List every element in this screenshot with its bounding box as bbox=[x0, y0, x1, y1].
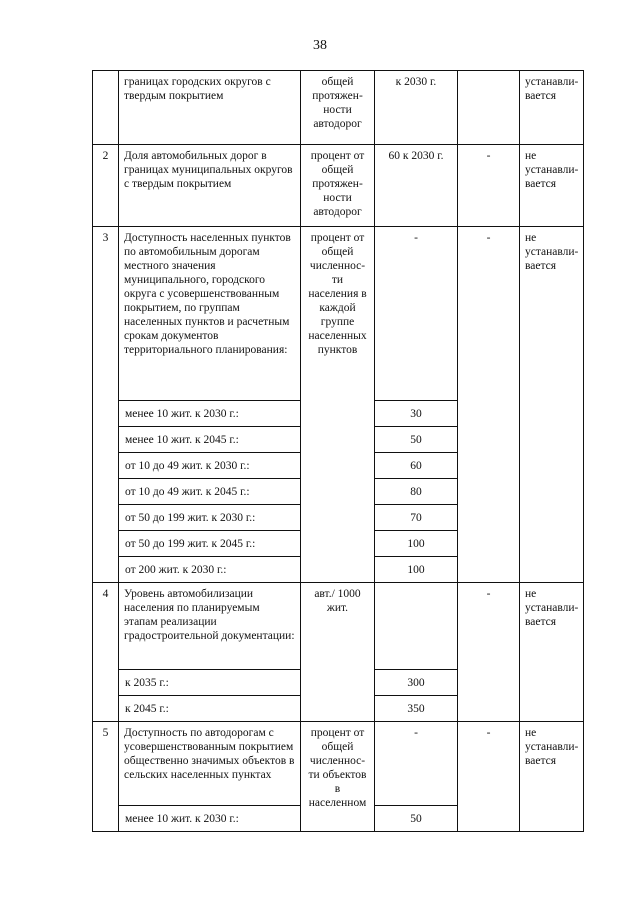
indicator-name: границах городских округов с твердым покрытием bbox=[119, 71, 301, 145]
target-cell: 60 к 2030 г. bbox=[375, 145, 458, 227]
table-row bbox=[93, 71, 584, 145]
subrow-value: 50 bbox=[375, 806, 458, 832]
status-cell: не устанавли-вается bbox=[520, 145, 584, 227]
dash-cell: - bbox=[458, 145, 520, 227]
subrow-value: 30 bbox=[375, 401, 458, 427]
target-cell: - bbox=[375, 722, 458, 806]
target-cell: - bbox=[375, 227, 458, 401]
subrow-value: 300 bbox=[375, 670, 458, 696]
subrow-value: 100 bbox=[375, 531, 458, 557]
subrow-label: к 2045 г.: bbox=[119, 696, 301, 722]
indicator-name: Доступность населенных пунктов по автомобильным дорогам местного значения муниципального, городского округа с усовершенствованным покрытием, по группам населенных пунктов и расчетным срокам документов территориального планирования: bbox=[119, 227, 301, 401]
row-number: 3 bbox=[93, 227, 119, 583]
indicator-name: Доля автомобильных дорог в границах муниципальных округов с твердым покрытием bbox=[119, 145, 301, 227]
subrow-value: 80 bbox=[375, 479, 458, 505]
unit-cell: процент от общей протяжен-ности автодорог bbox=[301, 145, 375, 227]
page-number: 38 bbox=[313, 38, 327, 53]
subrow-value: 100 bbox=[375, 557, 458, 583]
table-row bbox=[93, 145, 584, 227]
subrow-label: от 10 до 49 жит. к 2045 г.: bbox=[119, 479, 301, 505]
unit-cell: процент от общей численнос-ти населения в каждой группе населенных пунктов bbox=[301, 227, 375, 583]
unit-cell: общей протяжен-ности автодорог bbox=[301, 71, 375, 145]
target-cell: к 2030 г. bbox=[375, 71, 458, 145]
subrow-label: менее 10 жит. к 2045 г.: bbox=[119, 427, 301, 453]
table-row bbox=[93, 227, 584, 401]
subrow-value: 350 bbox=[375, 696, 458, 722]
table-row bbox=[93, 722, 584, 806]
status-cell: не устанавли-вается bbox=[520, 722, 584, 832]
subrow-label: от 50 до 199 жит. к 2045 г.: bbox=[119, 531, 301, 557]
unit-cell: авт./ 1000 жит. bbox=[301, 583, 375, 722]
subrow-label: от 10 до 49 жит. к 2030 г.: bbox=[119, 453, 301, 479]
subrow-label: менее 10 жит. к 2030 г.: bbox=[119, 401, 301, 427]
row-number: 2 bbox=[93, 145, 119, 227]
row-number: 5 bbox=[93, 722, 119, 832]
status-cell: не устанавли-вается bbox=[520, 227, 584, 583]
subrow-value: 60 bbox=[375, 453, 458, 479]
status-cell: устанавли-вается bbox=[520, 71, 584, 145]
subrow-label: от 200 жит. к 2030 г.: bbox=[119, 557, 301, 583]
dash-cell bbox=[458, 71, 520, 145]
subrow-label: менее 10 жит. к 2030 г.: bbox=[119, 806, 301, 832]
row-number bbox=[93, 71, 119, 145]
indicator-name: Доступность по автодорогам с усовершенствованным покрытием общественно значимых объектов в сельских населенных пунктах bbox=[119, 722, 301, 806]
indicators-table bbox=[92, 70, 584, 832]
subrow-label: от 50 до 199 жит. к 2030 г.: bbox=[119, 505, 301, 531]
table-row bbox=[93, 583, 584, 670]
dash-cell: - bbox=[458, 227, 520, 583]
status-cell: не устанавли-вается bbox=[520, 583, 584, 722]
target-cell bbox=[375, 583, 458, 670]
unit-cell: процент от общей численнос-ти объектов в населенном bbox=[301, 722, 375, 832]
subrow-value: 50 bbox=[375, 427, 458, 453]
dash-cell: - bbox=[458, 722, 520, 832]
row-number: 4 bbox=[93, 583, 119, 722]
subrow-label: к 2035 г.: bbox=[119, 670, 301, 696]
indicator-name: Уровень автомобилизации населения по планируемым этапам реализации градостроительной документации: bbox=[119, 583, 301, 670]
subrow-value: 70 bbox=[375, 505, 458, 531]
dash-cell: - bbox=[458, 583, 520, 722]
